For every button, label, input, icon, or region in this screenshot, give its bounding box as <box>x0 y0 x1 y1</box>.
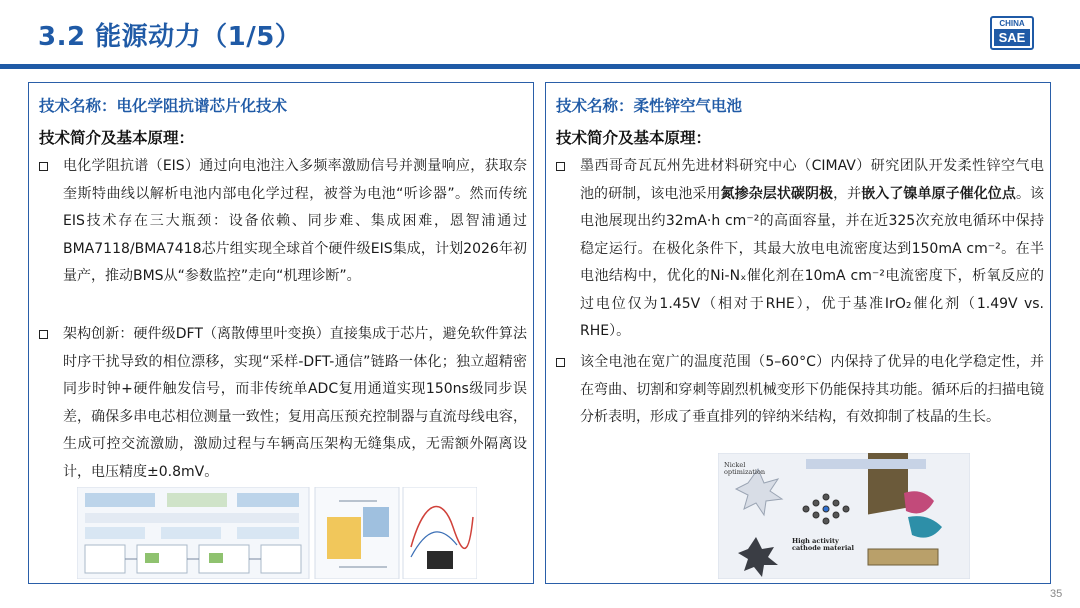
checkbox-bullet-icon <box>39 330 48 339</box>
eis-diagram-figure <box>77 487 477 579</box>
page-number: 35 <box>1050 588 1063 600</box>
left-tech-name: 技术名称：电化学阻抗谱芯片化技术 <box>39 97 288 115</box>
right-intro-heading: 技术简介及基本原理： <box>556 129 712 147</box>
figure-label-cathode: High activity cathode material <box>792 537 854 552</box>
slide-title: 3.2 能源动力（1/5） <box>38 22 302 52</box>
figure-label-nickel: Nickel optimization <box>724 461 766 476</box>
right-tech-name: 技术名称：柔性锌空气电池 <box>556 97 743 115</box>
header-rule <box>0 64 1080 69</box>
left-bullet-2-text: 架构创新：硬件级DFT（离散傅里叶变换）直接集成于芯片，避免软件算法时序干扰导致的相位漂移，实现“采样-DFT-通信”链路一体化；独立超精密同步时钟+硬件触发信号，而非传统单ADC复用通道实现150ns级同步误差，确保多串电芯相位测量一致性；复用高压预充控制器与直流母线电容，生成可控交流激励，激励过程与车辆高压架构无缝集成，无需额外隔离设计，电压精度±0.8mV。 <box>63 326 527 480</box>
highlight-cathode: 氮掺杂层状碳阴极 <box>720 185 834 202</box>
right-bullet-2-text: 该全电池在宽广的温度范围（5–60°C）内保持了优异的电化学稳定性，并在弯曲、切割和穿刺等剧烈机械变形下仍能保持其功能。循环后的扫描电镜分析表明，形成了垂直排列的锌纳米结构，有效抑制了枝晶的生长。 <box>580 354 1044 425</box>
right-bullet-2 <box>556 349 1044 432</box>
right-bullet-1-text: 墨西哥奇瓦瓦州先进材料研究中心（CIMAV）研究团队开发柔性锌空气电池的研制，该电池采用氮掺杂层状碳阴极，并嵌入了镍单原子催化位点。该电池展现出约32mA·h cm⁻²的高面容量，并在近325次充放电循环中保持稳定运行。在极化条件下，其最大放电电流密度达到150mA cm⁻²。在半电池结构中，优化的Ni-Nₓ催化剂在10mA cm⁻²电流密度下，析氧反应的过电位仅为1.45V（相对于RHE），优于基准IrO₂催化剂（1.49V vs. RHE）。 <box>580 158 1044 339</box>
checkbox-bullet-icon <box>556 162 565 171</box>
right-tech-panel <box>545 82 1051 584</box>
zinc-air-battery-figure <box>718 453 970 579</box>
left-bullet-2 <box>39 321 527 486</box>
right-bullet-1 <box>556 153 1044 346</box>
logo-top-text: CHINA <box>999 19 1025 28</box>
slide-header <box>0 0 1080 70</box>
checkbox-bullet-icon <box>39 162 48 171</box>
left-bullet-1-text: 电化学阻抗谱（EIS）通过向电池注入多频率激励信号并测量响应，获取奈奎斯特曲线以解析电池内部电化学过程，被誉为电池“听诊器”。然而传统EIS技术存在三大瓶颈：设备依赖、同步难、集成困难，恩智浦通过BMA7118/BMA7418芯片组实现全球首个硬件级EIS集成，计划2026年初量产，推动BMS从“参数监控”走向“机理诊断”。 <box>63 158 527 284</box>
left-bullet-1 <box>39 153 527 291</box>
checkbox-bullet-icon <box>556 358 565 367</box>
left-tech-panel <box>28 82 534 584</box>
battery-illustration <box>718 453 970 579</box>
left-figures <box>77 487 477 579</box>
highlight-catalyst-sites: 嵌入了镍单原子催化位点 <box>861 185 1016 202</box>
china-sae-logo <box>990 16 1034 50</box>
left-intro-heading: 技术简介及基本原理： <box>39 129 195 147</box>
logo-bottom-text: SAE <box>994 29 1030 46</box>
